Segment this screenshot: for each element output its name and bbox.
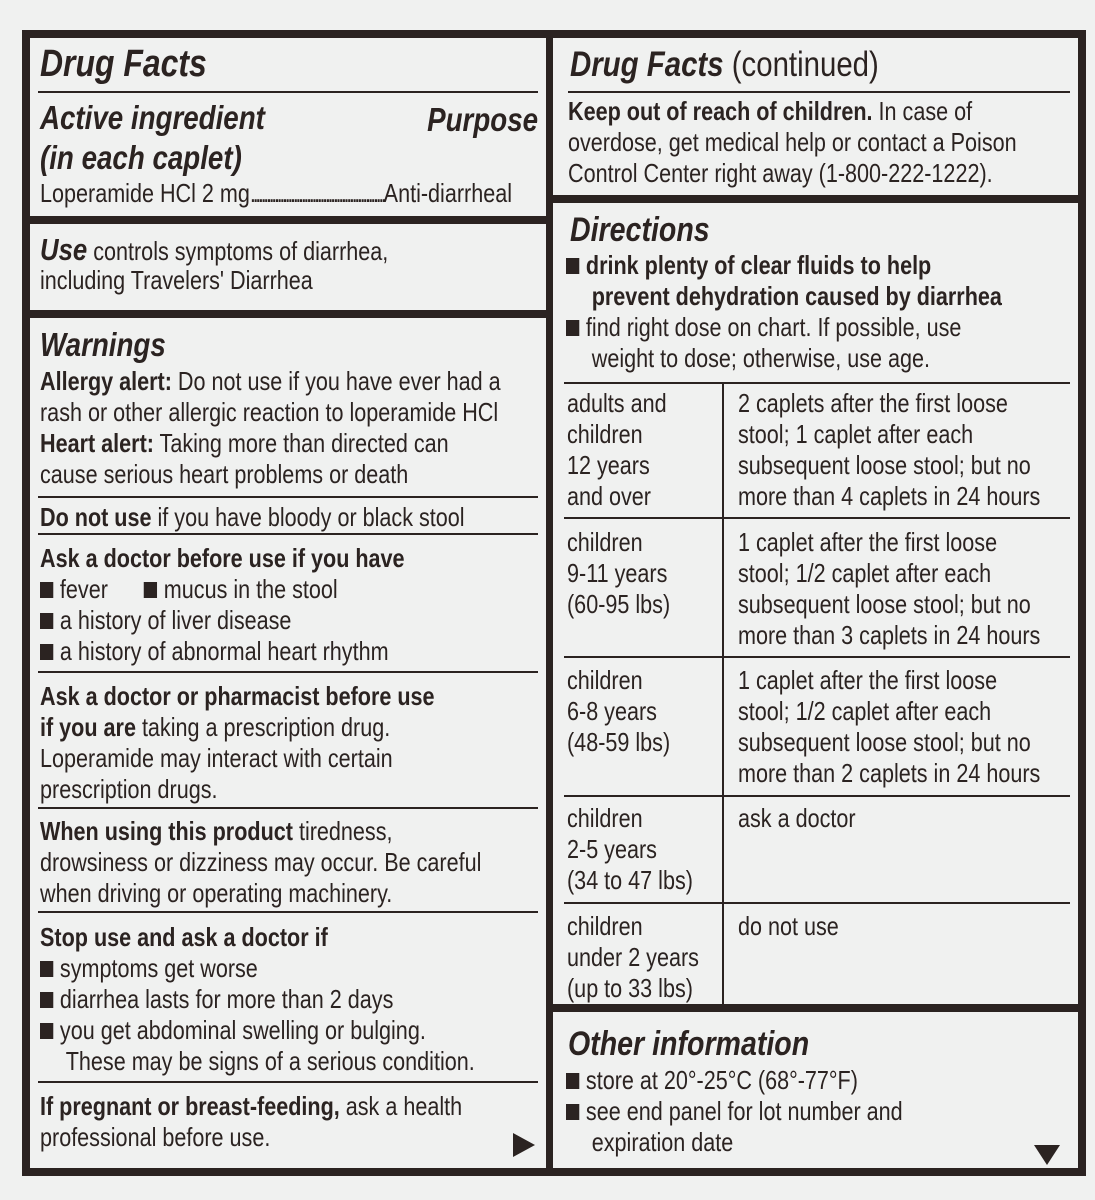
text-line: children: [567, 527, 643, 557]
text-line: [568, 158, 993, 189]
text-line: [40, 847, 481, 878]
text-line: [40, 816, 393, 847]
text-line: [40, 543, 405, 574]
text-segment: weight to dose; otherwise, use age.: [591, 343, 931, 373]
text-line: [40, 605, 291, 636]
bullet-icon: [40, 613, 53, 629]
divider: [38, 533, 538, 535]
stop-section: [40, 922, 564, 1077]
text-line: (48-59 lbs): [567, 727, 671, 757]
text-line: children: [567, 803, 643, 833]
text-line: [40, 922, 328, 953]
bullet-icon: [40, 582, 53, 598]
text-segment: Ask a doctor before use if you have: [40, 543, 405, 573]
age-cell: [567, 388, 687, 512]
text-line: [40, 1046, 475, 1077]
text-line: [40, 681, 435, 712]
text-line: (up to 33 lbs): [567, 973, 693, 1003]
text-segment: symptoms get worse: [59, 953, 258, 983]
bullet-icon: [566, 1073, 579, 1089]
text-line: [40, 1091, 462, 1122]
text-line: [40, 953, 258, 984]
text-segment: a history of abnormal heart rhythm: [59, 636, 389, 666]
divider: [38, 1081, 538, 1083]
text-segment: Ask a doctor or pharmacist before use: [40, 681, 435, 711]
bullet-icon: [40, 992, 53, 1008]
text-line: [566, 1096, 903, 1127]
allergy-section: [40, 366, 595, 490]
text-line: 1 caplet after the first loose: [738, 527, 998, 557]
dose-cell: [738, 527, 1095, 651]
text-line: [40, 502, 465, 533]
divider: [38, 807, 538, 809]
text-segment: diarrhea lasts for more than 2 days: [59, 984, 394, 1014]
text-line: 2-5 years: [567, 834, 657, 864]
use-heading: Use: [40, 232, 88, 267]
text-segment: expiration date: [591, 1127, 734, 1157]
bullet-icon: [566, 1104, 579, 1120]
ask-section: [40, 543, 479, 667]
text-segment: fever: [59, 574, 144, 604]
purpose-value: Anti-diarrheal: [383, 178, 513, 208]
text-line: subsequent loose stool; but no: [738, 450, 1031, 480]
divider: [564, 902, 1070, 904]
continue-arrow-icon: [513, 1133, 535, 1157]
text-segment: Loperamide may interact with certain: [40, 743, 393, 773]
text-segment: ask a health: [339, 1091, 463, 1121]
divider: [564, 517, 1070, 519]
bullet-icon: [40, 644, 53, 660]
active-ingredient-heading: Active ingredient: [40, 99, 265, 136]
text-line: children: [567, 419, 643, 449]
directions-heading: Directions: [570, 211, 710, 249]
text-segment: if you are: [40, 712, 136, 742]
other-information-heading: Other information: [568, 1025, 810, 1063]
title-suffix: (continued): [731, 45, 879, 84]
bullet-icon: [566, 320, 579, 336]
use-text: including Travelers' Diarrhea: [40, 265, 313, 295]
when-section: [40, 816, 572, 909]
text-line: more than 2 caplets in 24 hours: [738, 758, 1041, 788]
text-line: [566, 281, 1002, 312]
section-bar: [552, 195, 1078, 203]
divider: [38, 671, 538, 673]
text-segment: find right dose on chart. If possible, use: [585, 312, 962, 342]
text-segment: mucus in the stool: [163, 574, 338, 604]
text-segment: professional before use.: [40, 1122, 271, 1152]
age-cell: [567, 665, 691, 758]
text-segment: When using this product: [40, 816, 293, 846]
dir-section: [566, 250, 1091, 374]
text-segment: Keep out of reach of children.: [568, 96, 873, 126]
drug-facts-continued-title: [570, 44, 879, 86]
other-section: [566, 1065, 972, 1158]
text-line: [566, 250, 931, 281]
text-line: 9-11 years: [567, 558, 668, 588]
section-bar: [22, 216, 550, 224]
leader-dots: ..................................................: [249, 178, 384, 208]
text-line: stool; 1 caplet after each: [738, 419, 974, 449]
active-ingredient-subheading: (in each caplet): [40, 139, 242, 176]
ingredient-row: [40, 178, 609, 209]
text-line: more than 4 caplets in 24 hours: [738, 481, 1041, 511]
text-line: [568, 127, 1017, 158]
text-line: [40, 459, 408, 490]
text-segment: prevent dehydration caused by diarrhea: [591, 281, 1002, 311]
divider: [38, 911, 538, 913]
text-segment: Taking more than directed can: [153, 428, 449, 458]
age-cell: [567, 803, 719, 896]
text-line: subsequent loose stool; but no: [738, 727, 1031, 757]
text-segment: cause serious heart problems or death: [40, 459, 409, 489]
text-segment: see end panel for lot number and: [585, 1096, 903, 1126]
text-line: subsequent loose stool; but no: [738, 589, 1031, 619]
text-line: [40, 1015, 426, 1046]
age-cell: [567, 911, 726, 1004]
text-segment: If pregnant or breast-feeding,: [40, 1091, 340, 1121]
preg-section: [40, 1091, 549, 1153]
divider: [38, 496, 538, 498]
section-bar: [552, 1004, 1078, 1012]
text-line: [40, 428, 449, 459]
text-segment: rash or other allergic reaction to loperamide HCl: [40, 397, 499, 427]
donot-section: [40, 502, 552, 533]
text-line: and over: [567, 481, 651, 511]
text-line: [40, 712, 390, 743]
bullet-icon: [40, 961, 53, 977]
text-line: [40, 636, 389, 667]
dose-cell: [738, 388, 1095, 512]
dose-cell: [738, 803, 880, 834]
text-line: stool; 1/2 caplet after each: [738, 558, 992, 588]
text-line: [40, 774, 218, 805]
dose-cell: [738, 665, 1095, 789]
text-line: 2 caplets after the first loose: [738, 388, 1008, 418]
text-line: ask a doctor: [738, 803, 856, 833]
divider: [568, 91, 1070, 93]
text-segment: Stop use and ask a doctor if: [40, 922, 328, 952]
bullet-icon: [40, 1023, 53, 1039]
text-line: [566, 312, 961, 343]
divider: [38, 91, 538, 93]
text-line: more than 3 caplets in 24 hours: [738, 620, 1041, 650]
text-line: 12 years: [567, 450, 650, 480]
text-line: children: [567, 665, 643, 695]
age-cell: [567, 527, 691, 620]
text-segment: tiredness,: [292, 816, 393, 846]
divider: [564, 795, 1070, 797]
text-segment: overdose, get medical help or contact a Poison: [568, 127, 1017, 157]
text-segment: a history of liver disease: [59, 605, 292, 635]
table-column-divider: [722, 382, 724, 1004]
use-text: controls symptoms of diarrhea,: [93, 236, 389, 266]
section-bar: [22, 310, 550, 318]
purpose-heading: Purpose: [427, 101, 538, 138]
title-text: Drug Facts: [570, 45, 724, 84]
divider: [564, 656, 1070, 658]
text-segment: drink plenty of clear fluids to help: [585, 250, 932, 280]
text-line: [40, 366, 501, 397]
text-line: [568, 96, 972, 127]
text-line: (60-95 lbs): [567, 589, 671, 619]
text-segment: These may be signs of a serious condition.: [65, 1046, 475, 1076]
text-line: (34 to 47 lbs): [567, 865, 693, 895]
text-segment: Control Center right away (1-800-222-1222).: [568, 158, 993, 188]
text-line: 6-8 years: [567, 696, 657, 726]
text-line: [40, 984, 393, 1015]
text-line: stool; 1/2 caplet after each: [738, 696, 992, 726]
drug-facts-title: Drug Facts: [40, 43, 207, 85]
bullet-icon: [566, 258, 579, 274]
text-segment: store at 20°-25°C (68°-77°F): [585, 1065, 858, 1095]
text-line: [566, 1127, 733, 1158]
text-segment: when driving or operating machinery.: [40, 878, 393, 908]
text-segment: Do not use: [40, 502, 152, 532]
text-segment: Allergy alert:: [40, 366, 172, 396]
text-line: [566, 1065, 858, 1096]
ingredient-name: Loperamide HCl 2 mg: [40, 178, 250, 208]
text-segment: Do not use if you have ever had a: [171, 366, 501, 396]
divider: [564, 382, 1070, 384]
text-segment: you get abdominal swelling or bulging.: [59, 1015, 426, 1045]
text-line: [40, 743, 393, 774]
text-line: children: [567, 911, 643, 941]
text-line: [40, 574, 338, 605]
text-line: under 2 years: [567, 942, 699, 972]
text-segment: Heart alert:: [40, 428, 154, 458]
text-line: [40, 878, 392, 909]
bullet-icon: [144, 582, 157, 598]
use-section: [40, 234, 460, 296]
warnings-heading: Warnings: [40, 326, 166, 363]
text-segment: taking a prescription drug.: [135, 712, 391, 742]
text-segment: drowsiness or dizziness may occur. Be careful: [40, 847, 482, 877]
text-line: [40, 397, 498, 428]
text-segment: prescription drugs.: [40, 774, 218, 804]
text-line: adults and: [567, 388, 667, 418]
keep-section: [568, 96, 1095, 189]
dose-cell: [738, 911, 859, 942]
text-line: do not use: [738, 911, 839, 941]
text-line: 1 caplet after the first loose: [738, 665, 998, 695]
text-line: [40, 1122, 270, 1153]
pharm-section: [40, 681, 515, 805]
text-segment: In case of: [872, 96, 973, 126]
continue-down-arrow-icon: [1034, 1145, 1060, 1165]
text-line: [566, 343, 930, 374]
text-segment: if you have bloody or black stool: [151, 502, 465, 532]
